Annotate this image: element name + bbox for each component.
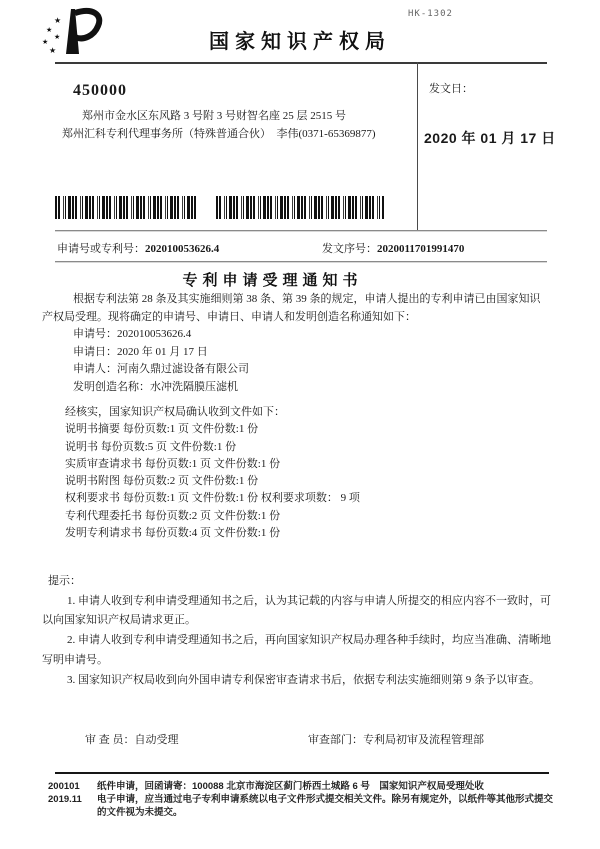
svg-text:★: ★ (42, 38, 49, 46)
received-item: 专利代理委托书 每份页数:2 页 文件份数:1 份 (65, 509, 281, 522)
detail-application-date: 申请日：2020 年 01 月 17 日 (73, 345, 208, 358)
footer-row-electronic (48, 793, 556, 819)
review-department-label: 审查部门： (308, 734, 363, 746)
barcode-left-icon (55, 196, 196, 219)
examiner-label: 审 查 员： (85, 734, 135, 746)
serial-number-field (322, 240, 464, 256)
serial-number-label: 发文序号： (322, 243, 377, 255)
received-item: 发明专利请求书 每份页数:4 页 文件份数:1 份 (65, 527, 281, 540)
application-number-value: 202010053626.4 (145, 243, 220, 255)
notice-body (42, 291, 550, 397)
review-department-field (308, 731, 484, 747)
dispatch-date-label: 发文日： (429, 83, 473, 95)
recipient-address-line1: 郑州市金水区东风路 3 号附 3 号财智名座 25 层 2515 号 (82, 110, 346, 122)
detail-invention-title: 发明创造名称：水冲洗隔膜压滤机 (73, 380, 238, 393)
serial-number-value: 2020011701991470 (377, 243, 465, 255)
footer-notes (48, 780, 556, 819)
review-department-value: 专利局初审及流程管理部 (363, 734, 484, 746)
recipient-address-line2: 郑州汇科专利代理事务所（特殊普通合伙） 李伟(0371-65369877) (62, 128, 376, 140)
svg-text:★: ★ (54, 16, 62, 25)
footer-rule (55, 772, 549, 774)
application-number-field (57, 240, 219, 256)
received-item: 说明书摘要 每份页数:1 页 文件份数:1 份 (65, 423, 259, 436)
tip-item: 2. 申请人收到专利申请受理通知书之后，再向国家知识产权局办理各种手续时，均应当准确、清晰地写明申请号。 (42, 634, 551, 666)
footer-text: 纸件申请，回函请寄：100088 北京市海淀区蓟门桥西土城路 6 号 国家知识产权局受理处收 (97, 781, 484, 792)
footer-code: 2019.11 (48, 794, 82, 805)
received-documents-section (42, 404, 550, 542)
top-rule (55, 62, 547, 64)
received-item: 说明书附图 每份页数:2 页 文件份数:1 份 (65, 475, 259, 488)
svg-text:★: ★ (49, 46, 57, 55)
detail-applicant: 申请人：河南久鼎过滤设备有限公司 (73, 363, 249, 376)
svg-text:★: ★ (46, 26, 53, 34)
examiner-field (85, 731, 179, 747)
footer-row-paper (48, 780, 556, 793)
tips-label: 提示： (48, 575, 81, 587)
barcode-right-icon (216, 196, 384, 219)
dispatch-date-value: 2020 年 01 月 17 日 (424, 130, 556, 146)
footer-code: 200101 (48, 781, 80, 792)
tip-item: 1. 申请人收到专利申请受理通知书之后，认为其记载的内容与申请人所提交的相应内容不一致时，可以向国家知识产权局请求更正。 (42, 594, 551, 627)
dispatch-box-divider (417, 62, 418, 231)
tip-item: 3. 国家知识产权局收到向外国申请专利保密审查请求书后，依据专利法实施细则第 9 条予以审查。 (67, 673, 540, 686)
footer-text: 电子申请，应当通过电子专利申请系统以电子文件形式提交相关文件。除另有规定外，以纸件等其他形式提交的文件视为未提交。 (97, 794, 554, 818)
notice-title: 专利申请受理通知书 (182, 272, 363, 289)
received-item: 实质审查请求书 每份页数:1 页 文件份数:1 份 (65, 457, 281, 470)
svg-text:★: ★ (54, 33, 61, 41)
examiner-value: 自动受理 (134, 734, 179, 746)
detail-application-number: 申请号：202010053626.4 (73, 328, 192, 341)
notice-intro-paragraph: 根据专利法第 28 条及其实施细则第 38 条、第 39 条的规定，申请人提出的专利申请已由国家知识产权局受理。现将确定的申请号、申请日、申请人和发明创造名称通知如下： (42, 293, 541, 323)
application-number-label: 申请号或专利号： (57, 243, 145, 255)
received-documents-heading: 经核实，国家知识产权局确认收到文件如下： (65, 406, 285, 418)
reference-rule-bottom (55, 261, 547, 262)
reference-rule-top (55, 230, 547, 231)
received-item: 权利要求书 每份页数:1 页 文件份数:1 份 权利要求项数： 9 项 (65, 492, 360, 505)
received-item: 说明书 每份页数:5 页 文件份数:1 份 (65, 440, 237, 453)
recipient-postal-code: 450000 (73, 82, 127, 99)
form-code: HK-1302 (408, 9, 453, 19)
tips-section (42, 572, 554, 690)
office-name-title: 国家知识产权局 (209, 31, 391, 53)
